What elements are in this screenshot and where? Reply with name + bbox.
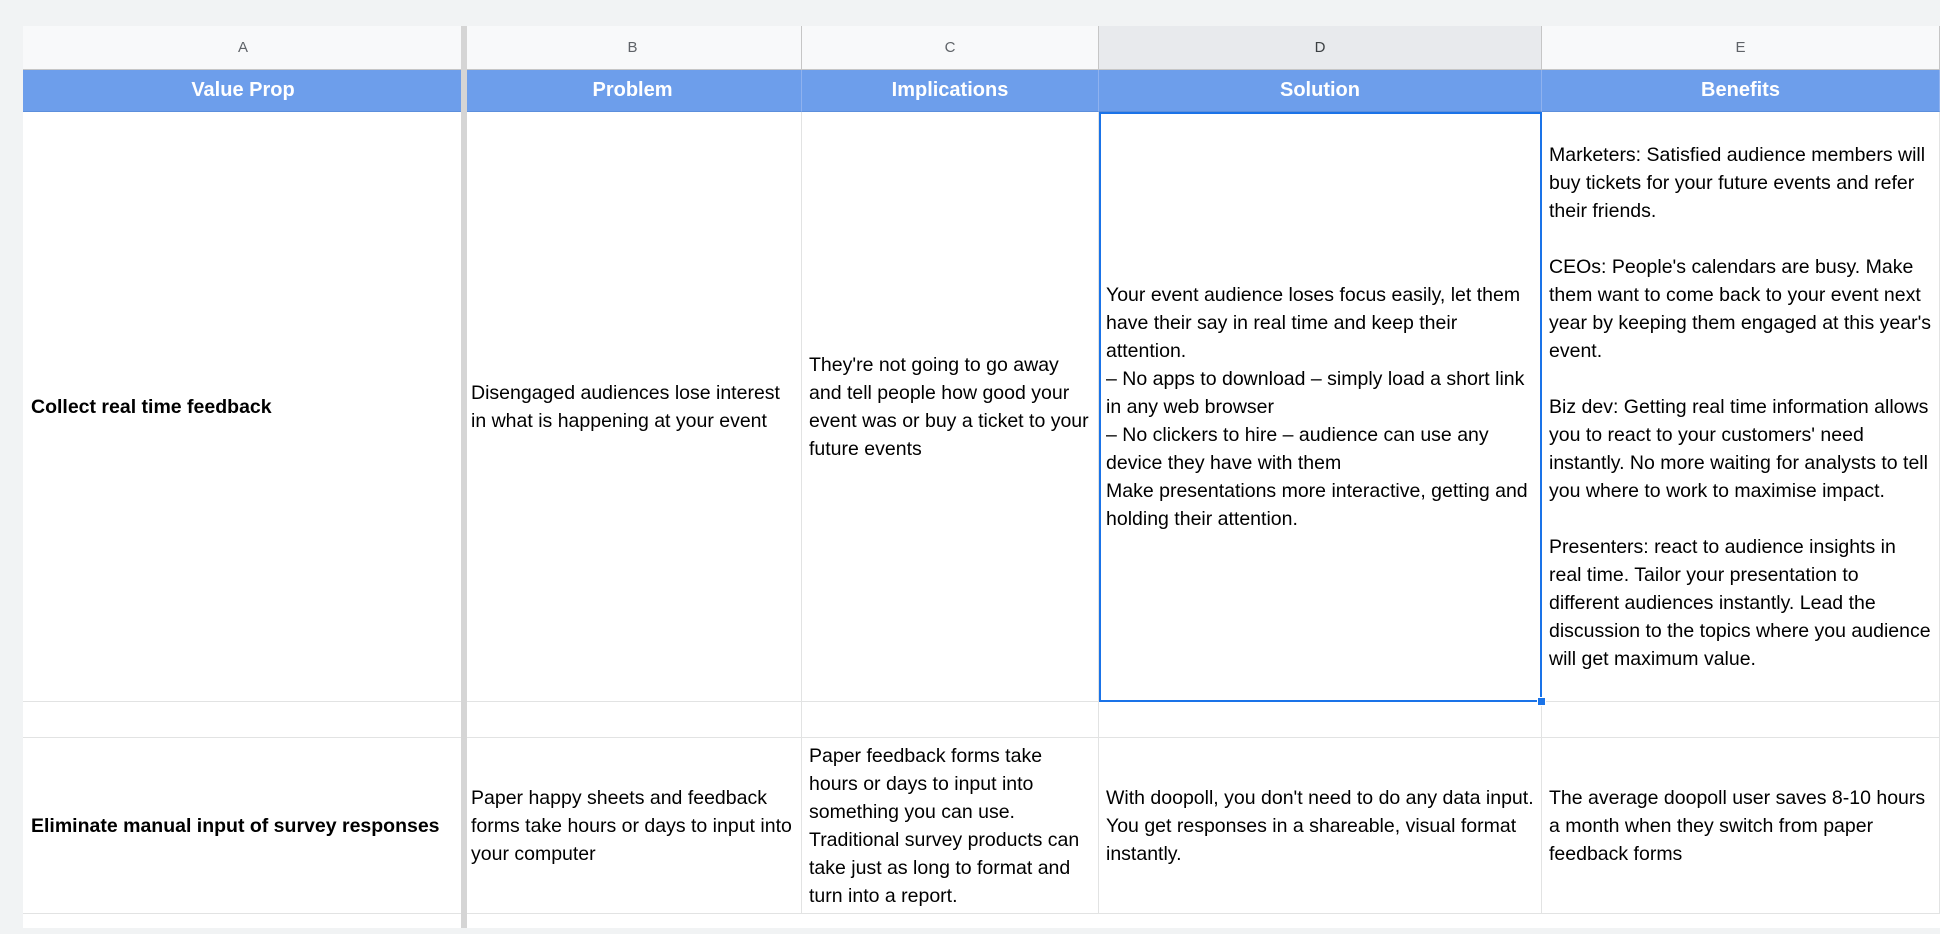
empty-cell[interactable] [23,702,464,738]
cell-text: Paper happy sheets and feedback forms take hours or days to input into your computer [471,786,792,865]
header-cell-problem[interactable]: Problem [464,70,802,112]
cell-benefits[interactable] [1542,738,1940,914]
column-header-e[interactable]: E [1542,26,1940,70]
cell-text: With doopoll, you don't need to do any data input. You get responses in a shareable, visual format instantly. [1106,786,1534,865]
cell-value-prop[interactable] [23,738,464,914]
cell-problem[interactable] [464,738,802,914]
cell-text: Paper feedback forms take hours or days to input into something you can use. Traditional survey products can take just as long to format and turn into a report. [809,744,1080,907]
cell-implications[interactable] [802,112,1099,702]
empty-cell[interactable] [464,702,802,738]
header-cell-value-prop[interactable]: Value Prop [23,70,464,112]
header-cell-benefits[interactable]: Benefits [1542,70,1940,112]
fill-handle[interactable] [1537,697,1546,706]
header-cell-solution[interactable]: Solution [1099,70,1542,112]
empty-cell[interactable] [1542,702,1940,738]
cell-text: Eliminate manual input of survey responses [31,814,440,837]
cell-text: Marketers: Satisfied audience members will buy tickets for your future events and refer their friends. CEOs: People's calendars are busy. Make them want to come back to your event next year by keeping them engaged at this year's event. Biz dev: Getting real time information allows you to react to your customers' need instantly. No more waiting for analysts to tell you where to work to maximise impact. Presenters: react to audience insights in real time. Tailor your presentation to different audiences instantly. Lead the discussion to the topics where you audience will get maximum value. [1549,143,1932,670]
empty-row [23,702,1940,738]
table-row [23,112,1940,702]
header-cell-implications[interactable]: Implications [802,70,1099,112]
cell-problem[interactable] [464,112,802,702]
cell-text: Collect real time feedback [31,395,272,418]
column-header-b[interactable]: B [464,26,802,70]
cell-text: Your event audience loses focus easily, let them have their say in real time and keep their attention. – No apps to download – simply load a short link in any web browser – No clickers to hire – audience can use any device they have with them Make presentations more interactive, getting and holding their attention. [1106,283,1528,530]
cell-value-prop[interactable] [23,112,464,702]
column-header-d[interactable]: D [1099,26,1542,70]
cell-text: They're not going to go away and tell people how good your event was or buy a ticket to your future events [809,353,1089,460]
cell-text: Disengaged audiences lose interest in what is happening at your event [471,381,780,432]
column-header-row [23,26,1940,70]
spreadsheet-grid [23,26,1940,928]
cell-solution[interactable] [1099,738,1542,914]
cell-benefits[interactable] [1542,112,1940,702]
table-header-row [23,70,1940,112]
empty-cell[interactable] [1099,702,1542,738]
empty-cell[interactable] [802,702,1099,738]
column-header-a[interactable]: A [23,26,464,70]
cell-implications[interactable] [802,738,1099,914]
table-row [23,738,1940,914]
column-header-c[interactable]: C [802,26,1099,70]
cell-solution[interactable] [1099,112,1542,702]
cell-text: The average doopoll user saves 8-10 hours a month when they switch from paper feedback forms [1549,786,1926,865]
frozen-column-divider[interactable] [461,26,467,928]
